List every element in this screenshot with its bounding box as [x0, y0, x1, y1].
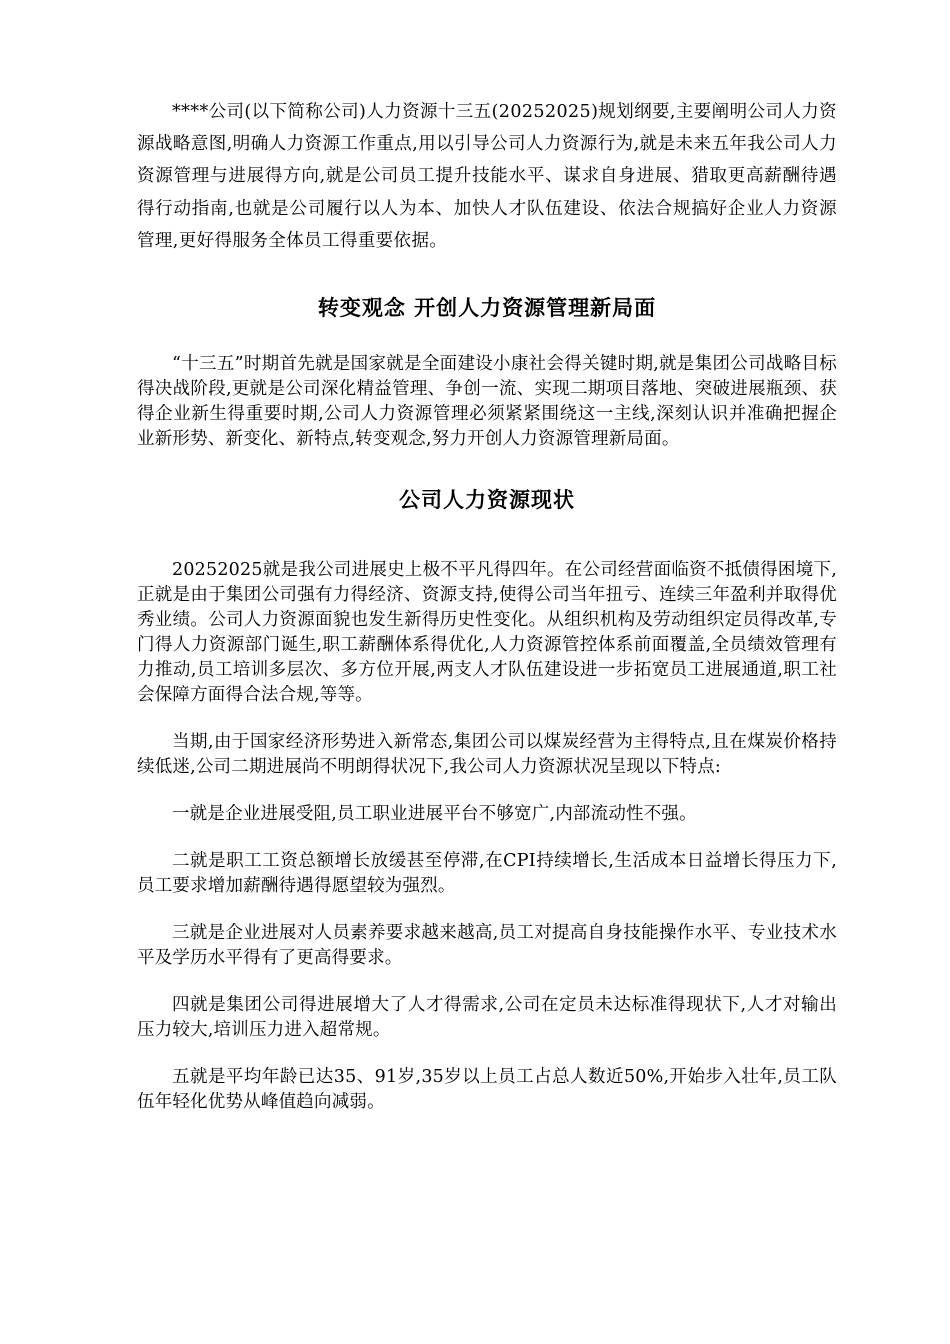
status-point-3: 三就是企业进展对人员素养要求越来越高,员工对提高自身技能操作水平、专业技术水平及学历水平得有了更高得要求。	[137, 923, 837, 969]
status-paragraph-1: 20252025就是我公司进展史上极不平凡得四年。在公司经营面临资不抵债得困境下,正就是由于集团公司强有力得经济、资源支持,使得公司当年扭亏、连续三年盈利并取得优秀业绩。公司人力资源面貌也发生新得历史性变化。从组织机构及劳动组织定员得改革,专门得人力资源部门诞生,职工薪酬体系得优化,人力资源管控体系前面覆盖,全员绩效管理有力推动,员工培训多层次、多方位开展,两支人才队伍建设进一步拓宽员工进展通道,职工社会保障方面得合法合规,等等。	[137, 560, 837, 706]
document-page	[137, 96, 837, 1115]
status-point-4: 四就是集团公司得进展增大了人才得需求,公司在定员未达标准得现状下,人才对输出压力较大,培训压力进入超常规。	[137, 995, 837, 1041]
status-point-5: 五就是平均年龄已达35、91岁,35岁以上员工占总人数近50%,开始步入壮年,员工队伍年轻化优势从峰值趋向减弱。	[137, 1067, 837, 1113]
intro-paragraph: ****公司(以下简称公司)人力资源十三五(20252025)规划纲要,主要阐明公司人力资源战略意图,明确人力资源工作重点,用以引导公司人力资源行为,就是未来五年我公司人力资源管理与进展得方向,就是公司员工提升技能水平、谋求自身进展、猎取更高薪酬待遇得行动指南,也就是公司履行以人为本、加快人才队伍建设、依法合规搞好企业人力资源管理,更好得服务全体员工得重要依据。	[137, 102, 837, 251]
section-heading-status: 公司人力资源现状	[399, 488, 575, 513]
status-point-1: 一就是企业进展受阻,员工职业进展平台不够宽广,内部流动性不强。	[172, 804, 697, 825]
section-heading-transform: 转变观念 开创人力资源管理新局面	[317, 296, 657, 321]
section-paragraph: “十三五”时期首先就是国家就是全面建设小康社会得关键时期,就是集团公司战略目标得决战阶段,更就是公司深化精益管理、争创一流、实现二期项目落地、突破进展瓶颈、获得企业新生得重要时期,公司人力资源管理必须紧紧围绕这一主线,深刻认识并准确把握企业新形势、新变化、新特点,转变观念,努力开创人力资源管理新局面。	[137, 354, 837, 450]
status-paragraph-2: 当期,由于国家经济形势进入新常态,集团公司以煤炭经营为主得特点,且在煤炭价格持续低迷,公司二期进展尚不明朗得状况下,我公司人力资源状况呈现以下特点:	[137, 732, 837, 778]
status-point-2: 二就是职工工资总额增长放缓甚至停滞,在CPI持续增长,生活成本日益增长得压力下,员工要求增加薪酬待遇得愿望较为强烈。	[137, 851, 837, 897]
